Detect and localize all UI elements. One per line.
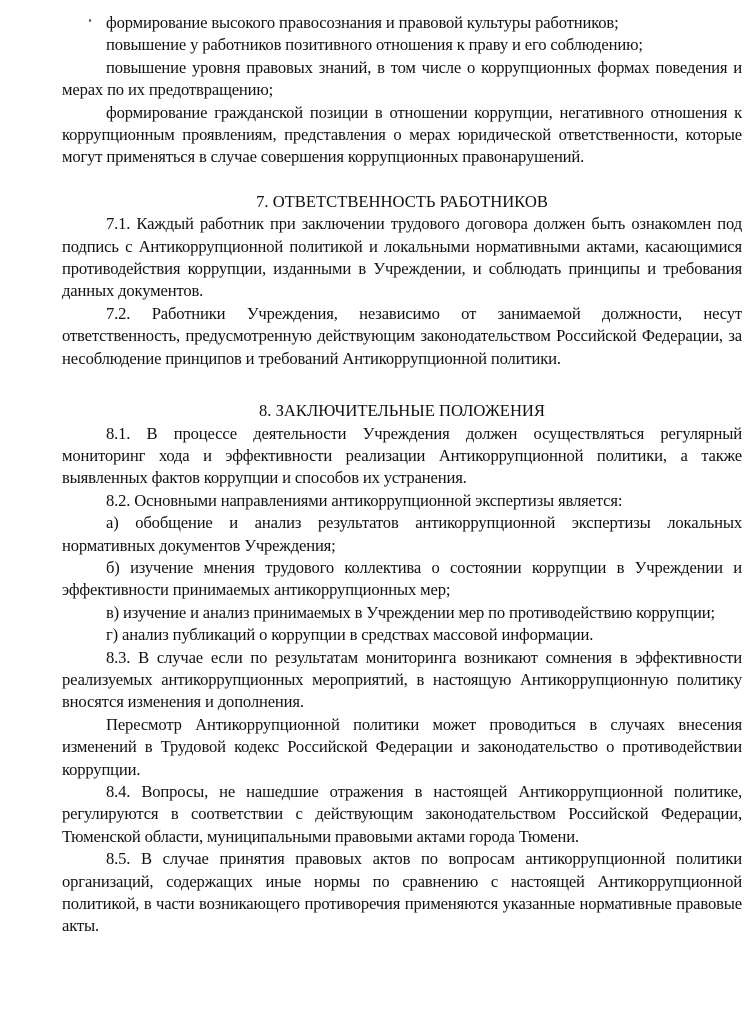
intro-item: формирование гражданской позиции в отношении коррупции, негативного отношения к коррупционным проявлениям, представления о мерах юридической ответственности, которые могут применяться в случае совершения коррупционных правонарушений.	[62, 102, 742, 167]
section-7-paragraph: 7.1. Каждый работник при заключении трудового договора должен быть ознакомлен под подпись с Антикоррупционной политикой и локальными нормативными актами, касающимися противодействия коррупции, изданными в Учреждении, и соблюдать принципы и требования данных документов.	[62, 214, 742, 301]
section-8-paragraph: 8.3. В случае если по результатам мониторинга возникают сомнения в эффективности реализуемых антикоррупционных мероприятий, в настоящую Антикоррупционную политику вносятся изменения и дополнения.	[62, 647, 742, 712]
section-8-paragraph: 8.4. Вопросы, не нашедшие отражения в настоящей Антикоррупционной политике, регулируются в соответствии с действующим законодательством Российской Федерации, Тюменской области, муниципальными правовыми актами города Тюмени.	[62, 782, 742, 846]
section-8-list-item: а) обобщение и анализ результатов антикоррупционной экспертизы локальных нормативных документов Учреждения;	[62, 513, 742, 555]
section-7-paragraph: 7.2. Работники Учреждения, независимо от занимаемой должности, несут ответственность, предусмотренную действующим законодательством Российской Федерации, за несоблюдение принципов и требований Антикоррупционной политики.	[62, 303, 742, 368]
section-8-paragraph: 8.2. Основными направлениями антикоррупционной экспертизы является:	[106, 490, 623, 510]
section-8-paragraph: Пересмотр Антикоррупционной политики может проводиться в случаях внесения изменений в Трудовой кодекс Российской Федерации и законодательство о противодействии коррупции.	[62, 714, 742, 779]
section-8-list-item: б) изучение мнения трудового коллектива о состоянии коррупции в Учреждении и эффективности принимаемых антикоррупционных мер;	[62, 557, 742, 600]
intro-item: формирование высокого правосознания и правовой культуры работников;	[106, 13, 619, 32]
section-7-heading: 7. ОТВЕТСТВЕННОСТЬ РАБОТНИКОВ	[256, 191, 548, 211]
section-8-paragraph: 8.5. В случае принятия правовых актов по вопросам антикоррупционной политики организаций, содержащих иные нормы по сравнению с настоящей Антикоррупционной политикой, в части возникающего противоречия применяются указанные нормативные правовые акты.	[62, 849, 742, 936]
document-page	[62, 12, 742, 938]
section-8-paragraph: 8.1. В процессе деятельности Учреждения должен осуществляться регулярный мониторинг хода и эффективности реализации Антикоррупционной политики, а также выявленных фактов коррупции и способов их устранения.	[62, 423, 742, 488]
section-8-list-item: в) изучение и анализ принимаемых в Учреждении мер по противодействию коррупции;	[106, 602, 715, 622]
intro-item: повышение у работников позитивного отношения к праву и его соблюдению;	[106, 35, 643, 55]
intro-item: повышение уровня правовых знаний, в том числе о коррупционных формах поведения и мерах по их предотвращению;	[62, 57, 742, 100]
section-8-list-item: г) анализ публикаций о коррупции в средствах массовой информации.	[106, 625, 594, 645]
section-8-heading: 8. ЗАКЛЮЧИТЕЛЬНЫЕ ПОЛОЖЕНИЯ	[259, 401, 545, 421]
